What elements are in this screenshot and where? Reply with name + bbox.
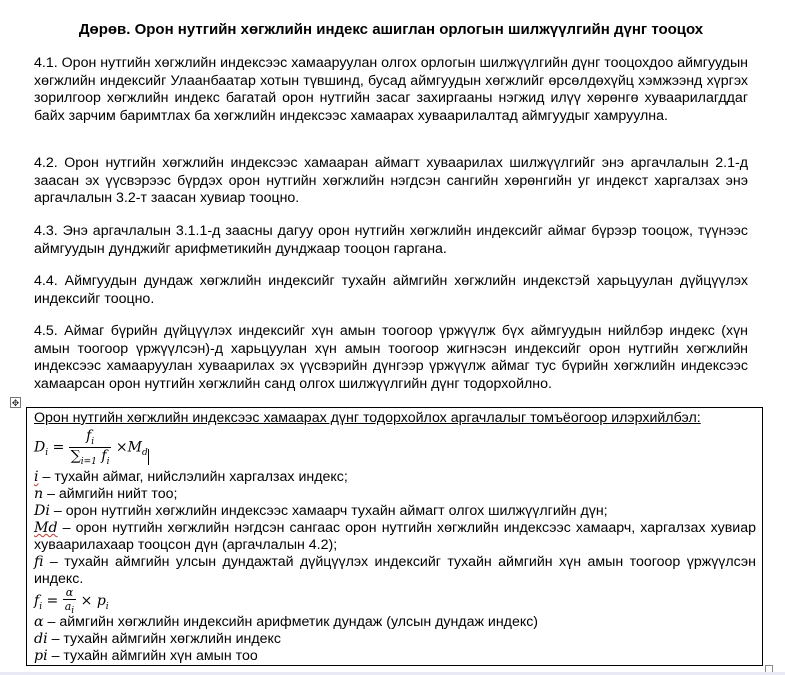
box-heading: Орон нутгийн хөгжлийн индексээс хамаарах дүнг тодорхойлох аргачлалыг томъёогоор илэрхийлбэл:: [34, 410, 701, 426]
formula-fi: $f_i$ = $\frac{\alpha}{a_i}$ × $p_i$: [34, 586, 109, 617]
text-cursor: [148, 449, 149, 465]
section-title: Дөрөв. Орон нутгийн хөгжлийн индекс ашиглан орлогын шилжүүлгийн дүнг тооцох: [78, 21, 704, 38]
definition-di: Di – орон нутгийн хөгжлийн индексээс хамаарч тухайн аймагт олгох шилжүүлгийн дүн;: [34, 503, 608, 519]
definition-alpha: α – аймгийн хөгжлийн индексийн арифметик дундаж (улсын дундаж индекс): [34, 614, 539, 630]
definition-di-index: di – тухайн аймгийн хөгжлийн индекс: [34, 631, 281, 647]
paragraph-4-1: 4.1. Орон нутгийн хөгжлийн индексээс хамааруулан олгох орлогын шилжүүлгийн дүнг тооцохдоо аймгуудын хөгжлийн индексийг Улаанбаатар хотын түвшинд, бусад аймгуудын хөгжлийг өрсөлдөхүйц хэмжээнд хүргэх зорилгоор хөгжлийн индекс багатай орон нутгийн засаг захиргааны нэгжид илүү хөрөнгө хуваарилагддаг байх зарчим баримтлах ба хөгжлийн индексээс хамаарах хуваарилалтад аймгуудыг хамруулна.: [34, 55, 748, 124]
paragraph-4-2: 4.2. Орон нутгийн хөгжлийн индексээс хамааран аймагт хуваарилах шилжүүлгийг энэ аргачлалын 2.1-д заасан эх үүсвэрээс бүрдэх орон нутгийн хөгжлийн нэгдсэн сангийн хөрөнгийн уг индекст харгалзах энэ аргачлалын 3.2-т заасан хувиар тооцно.: [34, 155, 748, 206]
definition-i: i – тухайн аймаг, нийслэлийн харгалзах индекс;: [34, 469, 348, 485]
definition-fi: fi – тухайн аймгийн улсын дундажтай дүйцүүлэх индексийг тухайн аймгийн хүн амын тоогоор үржүүлсэн индекс.: [34, 554, 756, 587]
definition-pi: pi – тухайн аймгийн хүн амын тоо: [34, 648, 258, 664]
move-handle-icon[interactable]: ✥: [11, 398, 20, 408]
formula-textbox[interactable]: [26, 407, 763, 666]
definition-n: n – аймгийн нийт тоо;: [34, 486, 178, 502]
paragraph-4-4: 4.4. Аймгуудын дундаж хөгжлийн индексийг тухайн аймгийн хөгжлийн индекстэй харьцуулан дүйцүүлэх индексийг тооцно.: [34, 273, 748, 307]
formula-distribution: $D_i$ = $\frac{f_i}{\sum_{i=1} f_i}$ $\times M_d$: [34, 428, 148, 467]
paragraph-4-3: 4.3. Энэ аргачлалын 3.1.1-д заасны дагуу орон нутгийн хөгжлийн индексийг аймаг бүрээр тооцож, түүнээс аймгуудын дунджийг арифметикийн дунджаар тооцон гаргана.: [34, 223, 748, 257]
definition-md: Md – орон нутгийн хөгжлийн нэгдсэн сангаас орон нутгийн хөгжлийн индексээс хамаарч, харгалзах хувиар хуваарилахаар тооцсон дүн (аргачлалын 4.2);: [34, 520, 756, 553]
paragraph-4-5: 4.5. Аймаг бүрийн дүйцүүлэх индексийг хүн амын тоогоор үржүүлж бүх аймгуудын нийлбэр индекс (хүн амын тоогоор үржүүлсэн)-д харьцуулан хүн амын тоогоор жигнэсэн индексийг орон нутгийн хөгжлийн индексээс хамааруулан хуваарилах эх үүсвэрийн дүнгээр үржүүлж аймаг тус бүрийн хөгжлийн индексээс хамаарсан орон нутгийн хөгжлийн санд олгох шилжүүлгийн дүнг тодорхойлно.: [34, 323, 748, 392]
